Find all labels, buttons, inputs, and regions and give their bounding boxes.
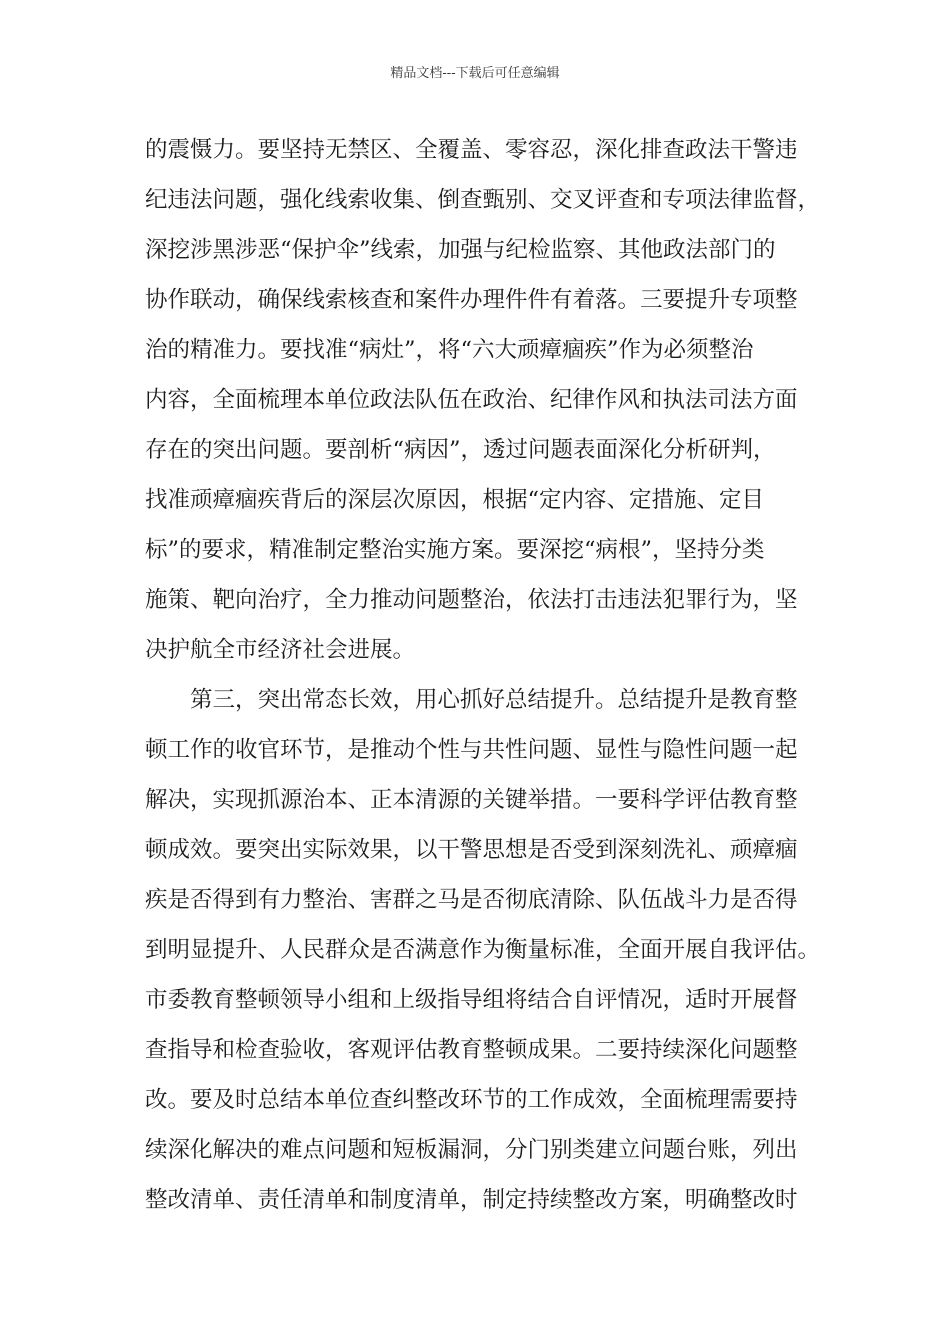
- text-line: 顿工作的收官环节，是推动个性与共性问题、显性与隐性问题一起: [145, 737, 798, 763]
- text-line: 解决，实现抓源治本、正本清源的关键举措。一要科学评估教育整: [145, 787, 798, 813]
- text-line: 的震慑力。要坚持无禁区、全覆盖、零容忍，深化排查政法干警违: [145, 137, 798, 163]
- text-line: 纪违法问题，强化线索收集、倒查甄别、交叉评查和专项法律监督，: [145, 187, 821, 213]
- text-line: 标”的要求，精准制定整治实施方案。要深挖“病根”，坚持分类: [145, 537, 765, 563]
- text-line: 内容，全面梳理本单位政法队伍在政治、纪律作风和执法司法方面: [145, 387, 798, 413]
- text-line: 深挖涉黑涉恶“保护伞”线索，加强与纪检监察、其他政法部门的: [145, 237, 776, 263]
- text-line: 找准顽瘴痼疾背后的深层次原因，根据“定内容、定措施、定目: [145, 487, 765, 513]
- text-line: 整改清单、责任清单和制度清单，制定持续整改方案，明确整改时: [145, 1187, 798, 1213]
- text-line: 治的精准力。要找准“病灶”，将“六大顽瘴痼疾”作为必须整治: [145, 337, 754, 363]
- text-line: 市委教育整顿领导小组和上级指导组将结合自评情况，适时开展督: [145, 987, 798, 1013]
- text-line: 施策、靶向治疗，全力推动问题整治，依法打击违法犯罪行为，坚: [145, 587, 798, 613]
- text-line: 查指导和检查验收，客观评估教育整顿成果。二要持续深化问题整: [145, 1037, 798, 1063]
- text-line: 存在的突出问题。要剖析“病因”，透过问题表面深化分析研判，: [145, 437, 776, 463]
- document-body: [145, 133, 825, 1233]
- text-line: 顿成效。要突出实际效果，以干警思想是否受到深刻洗礼、顽瘴痼: [145, 837, 798, 863]
- text-line: 改。要及时总结本单位查纠整改环节的工作成效，全面梳理需要持: [145, 1087, 798, 1113]
- page-header: 精品文档---下载后可任意编辑: [390, 66, 560, 81]
- text-line: 协作联动，确保线索核查和案件办理件件有着落。三要提升专项整: [145, 287, 798, 313]
- text-line: 决护航全市经济社会进展。: [145, 637, 416, 663]
- text-line: 续深化解决的难点问题和短板漏洞，分门别类建立问题台账，列出: [145, 1137, 798, 1163]
- paragraph-first-line: 第三，突出常态长效，用心抓好总结提升。总结提升是教育整: [190, 687, 798, 713]
- text-line: 疾是否得到有力整治、害群之马是否彻底清除、队伍战斗力是否得: [145, 887, 798, 913]
- text-line: 到明显提升、人民群众是否满意作为衡量标准，全面开展自我评估。: [145, 937, 821, 963]
